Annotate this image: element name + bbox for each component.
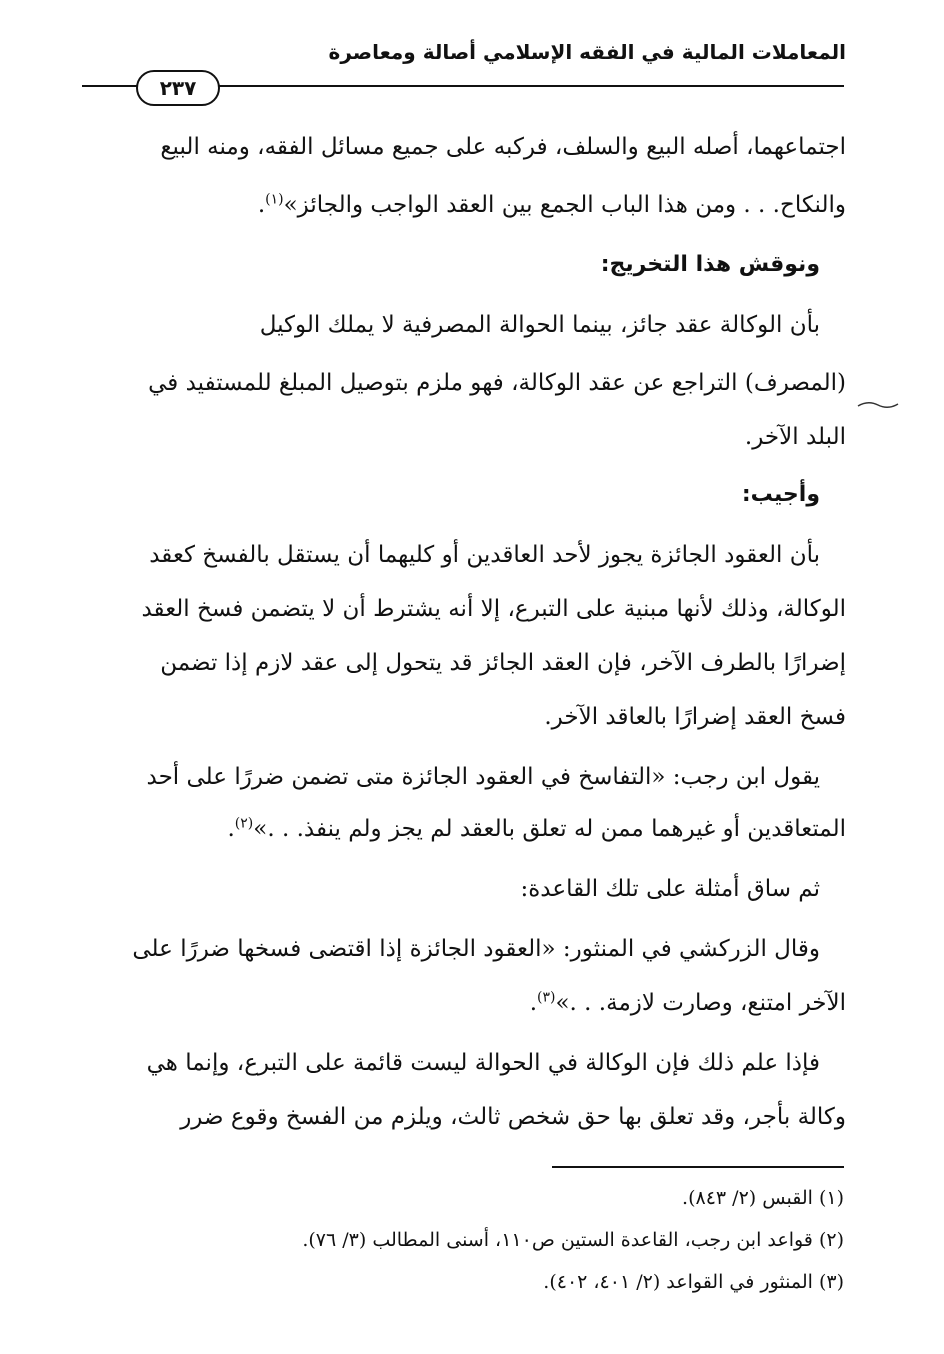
footnote-item: [200, 1184, 844, 1212]
line-tail: .: [257, 192, 266, 218]
footnote-text: القبس (٢/ ٨٤٣).: [682, 1187, 813, 1209]
line-text: بأن العقود الجائزة يجوز لأحد العاقدين أو كليهما أن يستقل بالفسخ كعقد: [149, 542, 820, 568]
footnote-text: قواعد ابن رجب، القاعدة الستين ص١١٠، أسنى المطالب (٣/ ٧٦).: [302, 1229, 813, 1251]
footnote-text: المنثور في القواعد (٢/ ٤٠١، ٤٠٢).: [543, 1271, 813, 1293]
line-text: وقال الزركشي في المنثور: «العقود الجائزة إذا اقتضى فسخها ضررًا على: [132, 936, 820, 962]
page-number: ٢٣٧: [136, 70, 220, 106]
line-text: ثم ساق أمثلة على تلك القاعدة:: [520, 876, 820, 902]
body-line: [82, 872, 846, 906]
section-heading: [82, 478, 846, 512]
footnote-marker: (٣): [818, 1271, 844, 1293]
body-line: [82, 1046, 846, 1080]
body-line: [82, 308, 846, 342]
line-text: إضرارًا بالطرف الآخر، فإن العقد الجائز قد يتحول إلى عقد لازم إذا تضمن: [160, 650, 846, 676]
body-line: [82, 760, 846, 794]
footnote-item: [200, 1226, 844, 1254]
line-text: الوكالة، وذلك لأنها مبنية على التبرع، إلا أنه يشترط أن لا يتضمن فسخ العقد: [141, 596, 846, 622]
footnote-ref[interactable]: (٣): [537, 989, 556, 1006]
line-text: فإذا علم ذلك فإن الوكالة في الحوالة ليست قائمة على التبرع، وإنما هي: [146, 1050, 820, 1076]
line-tail: .: [227, 816, 235, 842]
body-line: [82, 646, 846, 680]
body-line: [82, 130, 846, 164]
line-text: يقول ابن رجب: «التفاسخ في العقود الجائزة متى تضمن ضررًا على أحد: [146, 764, 820, 790]
line-text: (المصرف) التراجع عن عقد الوكالة، فهو ملزم بتوصيل المبلغ للمستفيد في: [148, 370, 846, 396]
body-line: [82, 812, 846, 846]
footnote-item: [200, 1268, 844, 1296]
body-line: [82, 592, 846, 626]
body-line: [82, 1100, 846, 1134]
line-text: بأن الوكالة عقد جائز، بينما الحوالة المصرفية لا يملك الوكيل: [259, 312, 820, 338]
line-text: والنكاح. . . ومن هذا الباب الجمع بين العقد الواجب والجائز»: [283, 192, 846, 218]
body-line: [82, 986, 846, 1020]
line-text: الآخر امتنع، وصارت لازمة. . .»: [555, 990, 846, 1016]
footnote-ref[interactable]: (٢): [234, 815, 254, 832]
line-text: المتعاقدين أو غيرهما ممن له تعلق بالعقد لم يجز ولم ينفذ. . .»: [253, 816, 846, 842]
footnote-marker: (٢): [818, 1229, 844, 1251]
body-line: [82, 188, 846, 222]
line-text: فسخ العقد إضرارًا بالعاقد الآخر.: [544, 704, 846, 730]
body-line: [82, 538, 846, 572]
heading-text: وأجيب:: [741, 482, 820, 507]
body-line: [82, 420, 846, 454]
running-title: المعاملات المالية في الفقه الإسلامي أصالة ومعاصرة: [328, 40, 846, 64]
body-line: [82, 366, 846, 400]
line-tail: .: [529, 990, 538, 1016]
body-line: [82, 700, 846, 734]
heading-text: ونوقش هذا التخريج:: [600, 252, 820, 277]
margin-mark-icon: [856, 398, 900, 410]
footnote-rule: [552, 1166, 844, 1168]
line-text: وكالة بأجر، وقد تعلق بها حق شخص ثالث، ويلزم من الفسخ وقوع ضرر: [180, 1104, 846, 1130]
line-text: البلد الآخر.: [744, 424, 846, 450]
body-line: [82, 932, 846, 966]
line-text: اجتماعهما، أصله البيع والسلف، فركبه على جميع مسائل الفقه، ومنه البيع: [160, 134, 846, 160]
section-heading: [82, 248, 846, 282]
footnote-ref[interactable]: (١): [265, 191, 284, 208]
footnote-marker: (١): [818, 1187, 844, 1209]
